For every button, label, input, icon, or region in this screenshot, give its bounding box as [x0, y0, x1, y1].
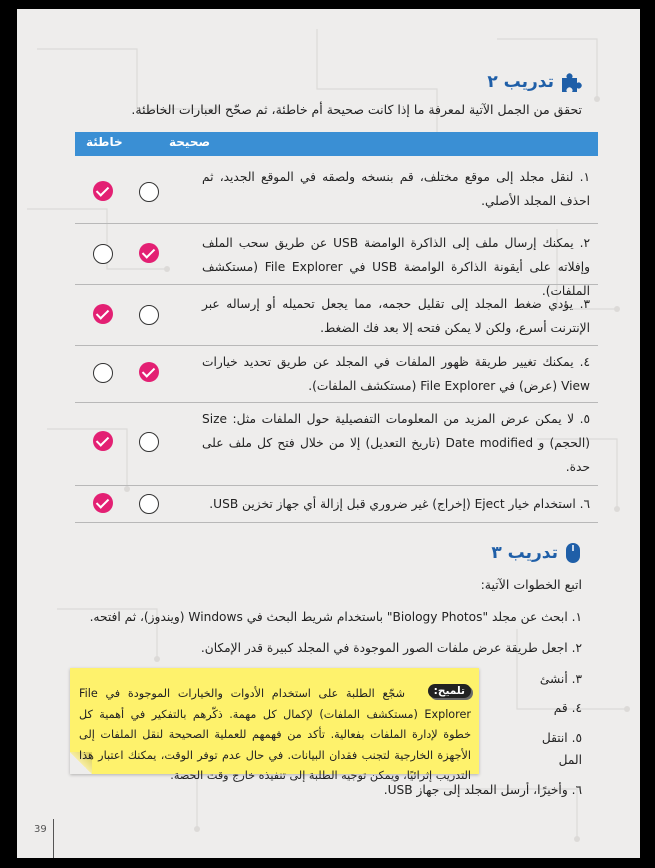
false-radio[interactable]: [93, 431, 113, 451]
exercise2-heading: [487, 71, 582, 93]
table-row: [75, 346, 598, 403]
exercise2-title: تدريب ٢: [487, 72, 554, 92]
tip-text: [79, 684, 471, 787]
step-1: ١. ابحث عن مجلد "Biology Photos" باستخدام شريط البحث في Windows (ويندوز)، ثم افتحه.: [89, 610, 582, 624]
exercise3-heading: [491, 541, 582, 565]
tip-badge: تلميح:: [428, 684, 471, 698]
table-row: [75, 224, 598, 298]
table-row: [75, 285, 598, 346]
true-radio[interactable]: [139, 432, 159, 452]
step-3: ٣. أنشئ: [539, 672, 582, 686]
table-row: [75, 486, 598, 523]
true-radio[interactable]: [139, 182, 159, 202]
statement-text: ٦. استخدام خيار Eject (إخراج) غير ضروري قبل إزالة أي جهاز تخزين USB.: [209, 497, 590, 511]
statement-text: ٣. يؤدي ضغط المجلد إلى تقليل حجمه، مما يجعل تحميله أو إرساله عبر الإنترنت أسرع، ولكن لا يمكن فتحه إلا بعد فك الضغط.: [202, 297, 590, 335]
exercise3-instruction: اتبع الخطوات الآتية:: [480, 577, 582, 592]
statement-text: ١. لنقل مجلد إلى موقع مختلف، قم بنسخه ولصقه في الموقع الجديد، ثم احذف المجلد الأصلي.: [202, 170, 590, 208]
exercise2-instruction: تحقق من الجمل الآتية لمعرفة ما إذا كانت صحيحة أم خاطئة، ثم صحّح العبارات الخاطئة.: [131, 102, 582, 117]
false-radio[interactable]: [93, 181, 113, 201]
true-column-header: صحيحة: [169, 135, 211, 149]
false-column-header: خاطئة: [86, 135, 123, 149]
true-radio[interactable]: [139, 494, 159, 514]
table-row: [75, 403, 598, 486]
step-6: ٦. وأخيرًا، أرسل المجلد إلى جهاز USB.: [383, 783, 582, 797]
statement-text: ٢. يمكنك إرسال ملف إلى الذاكرة الوامضة USB عن طريق سحب الملف وإفلاته على أيقونة الذاكرة الوامضة USB في File Explorer (مستكشف الملفات).: [202, 236, 590, 298]
mouse-icon: [564, 541, 582, 565]
table-row: [75, 157, 598, 224]
false-radio[interactable]: [93, 363, 113, 383]
step-5: ٥. انتقل: [541, 731, 582, 745]
true-radio[interactable]: [139, 362, 159, 382]
step-2: ٢. اجعل طريقة عرض ملفات الصور الموجودة في المجلد كبيرة قدر الإمكان.: [200, 641, 582, 655]
true-radio[interactable]: [139, 243, 159, 263]
page-number: 39: [34, 824, 47, 835]
statement-text: ٤. يمكنك تغيير طريقة ظهور الملفات في المجلد عن طريق تحديد خيارات View (عرض) في File Explorer (مستكشف الملفات).: [202, 355, 590, 393]
puzzle-icon: [560, 71, 582, 93]
step-4: ٤. قم: [553, 701, 582, 715]
table-header: [75, 132, 598, 156]
statement-text: ٥. لا يمكن عرض المزيد من المعلومات التفصيلية حول الملفات مثل: Size (الحجم) و Date modified (تاريخ التعديل) إلا من خلال فتح كل ملف على حدة.: [202, 412, 590, 474]
tip-body: شجّع الطلبة على استخدام الأدوات والخيارات الموجودة في File Explorer (مستكشف الملفات) لإكمال كل مهمة. ذكّرهم بالتفكير في أهمية كل خطوة لإدارة الملفات بفعالية. تأكد من فهمهم للعملية الصحيحة لنقل الملفات إلى الأجهزة الخارجية لتجنب فقدان البيانات. في حال عدم توفر الوقت، يمكنك اعتبار هذا التدريب إثرائيًا، ويمكن توجيه الطلبة إلى تنفيذه خارج وقت الحصة.: [79, 687, 471, 782]
false-radio[interactable]: [93, 493, 113, 513]
step-5-continued: المل: [558, 753, 582, 767]
tip-note: [70, 668, 479, 782]
false-radio[interactable]: [93, 304, 113, 324]
book-page: [17, 9, 640, 858]
page-number-rule: [53, 819, 54, 858]
false-radio[interactable]: [93, 244, 113, 264]
true-radio[interactable]: [139, 305, 159, 325]
exercise3-title: تدريب ٣: [491, 543, 558, 563]
